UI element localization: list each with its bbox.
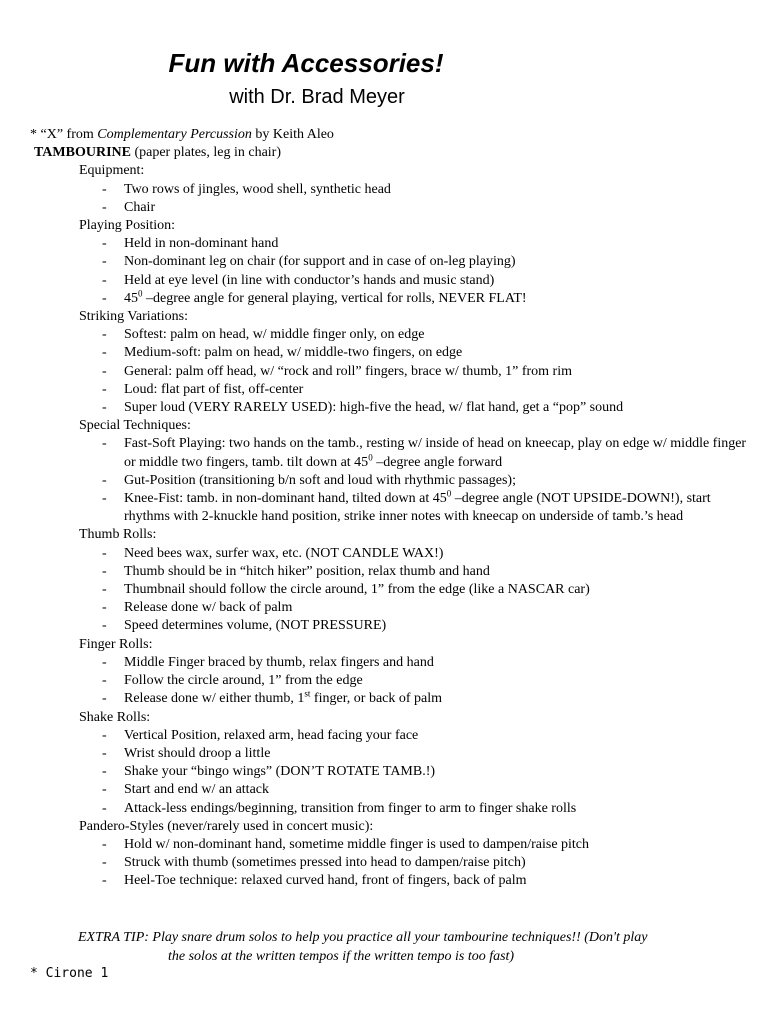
list-item — [30, 800, 760, 818]
list-item-text: Thumbnail should follow the circle around, 1” from the edge (like a NASCAR car) — [124, 582, 590, 598]
list-item — [30, 253, 760, 271]
section-note: (paper plates, leg in chair) — [130, 145, 282, 161]
shake-rolls-heading: Shake Rolls: — [79, 709, 151, 725]
extra-tip-line-1: EXTRA TIP: Play snare drum solos to help you practice all your tambourine techniques!! (Don't play — [78, 930, 648, 945]
bullet-dash: - — [102, 381, 107, 397]
angle-text: –degree angle for general playing, vertical for rolls, NEVER FLAT! — [142, 290, 527, 306]
bullet-dash: - — [102, 764, 107, 780]
source-prefix: * “X” from — [30, 127, 98, 142]
list-item — [30, 836, 760, 854]
knee-fist-angle-text: –degree angle (NOT UPSIDE-DOWN!), start rhythms with 2-knuckle hand position, strike inner notes with kneecap on underside of tamb.’s head — [124, 491, 711, 525]
equipment-heading: Equipment: — [79, 163, 145, 179]
list-item-text — [124, 288, 527, 306]
bullet-dash: - — [102, 199, 107, 215]
fast-soft-angle-text: –degree angle forward — [372, 454, 503, 470]
list-item — [30, 781, 760, 799]
fast-soft-text: Fast-Soft Playing: two hands on the tamb., resting w/ inside of head on kneecap, play on edge w/ middle finger or middle two fingers, tamb. tilt down at 45 — [124, 436, 747, 470]
degree-superscript: 0 — [138, 288, 143, 299]
list-item — [30, 872, 760, 890]
bullet-dash: - — [102, 345, 107, 361]
bullet-dash: - — [102, 254, 107, 270]
footer-note: * Cirone 1 — [30, 966, 109, 981]
document-body — [30, 126, 760, 891]
bullet-dash: - — [102, 272, 107, 288]
list-item-text: Thumb should be in “hitch hiker” position, relax thumb and hand — [124, 563, 490, 579]
list-item-text: Release done w/ back of palm — [124, 600, 293, 616]
list-item — [30, 617, 760, 635]
list-item-text: Two rows of jingles, wood shell, synthetic head — [124, 181, 391, 197]
list-item-text — [124, 688, 443, 707]
bullet-dash: - — [102, 181, 107, 197]
list-item-text: Softest: palm on head, w/ middle finger only, on edge — [124, 327, 425, 343]
degree-superscript: 0 — [446, 488, 452, 499]
list-item-text: Speed determines volume, (NOT PRESSURE) — [124, 618, 387, 634]
bullet-dash: - — [102, 836, 107, 852]
list-item — [30, 490, 760, 526]
list-item — [30, 199, 760, 217]
source-line — [30, 126, 760, 144]
list-item-text — [124, 490, 760, 526]
bullet-dash: - — [102, 673, 107, 689]
bullet-dash: - — [102, 491, 107, 507]
list-item-text: Start and end w/ an attack — [124, 782, 270, 798]
extra-tip-line-2: the solos at the written tempos if the written tempo is too fast) — [168, 948, 515, 964]
bullet-dash: - — [102, 472, 107, 488]
list-item — [30, 690, 760, 708]
list-item — [30, 472, 760, 490]
list-item-text: Held at eye level (in line with conductor’s hands and music stand) — [124, 272, 495, 288]
bullet-dash: - — [102, 654, 107, 670]
list-item — [30, 435, 760, 471]
list-item-text: Chair — [124, 199, 156, 215]
list-item-text: Heel-Toe technique: relaxed curved hand, front of fingers, back of palm — [124, 873, 527, 889]
finger-rolls-heading: Finger Rolls: — [79, 636, 153, 652]
ordinal-superscript: st — [304, 688, 311, 699]
list-item-text — [124, 435, 760, 471]
bullet-dash: - — [102, 782, 107, 798]
list-item-text: Struck with thumb (sometimes pressed into head to dampen/raise pitch) — [124, 855, 526, 871]
bullet-dash: - — [102, 600, 107, 616]
list-item-text: Super loud (VERY RARELY USED): high-five the head, w/ flat hand, get a “pop” sound — [124, 400, 624, 416]
list-item-text: Need bees wax, surfer wax, etc. (NOT CANDLE WAX!) — [124, 545, 444, 561]
list-item — [30, 654, 760, 672]
bullet-dash: - — [102, 582, 107, 598]
list-item — [30, 363, 760, 381]
degree-superscript: 0 — [368, 452, 373, 462]
section-title: TAMBOURINE — [34, 145, 131, 161]
striking-variations-heading: Striking Variations: — [79, 309, 189, 325]
list-item-text: Vertical Position, relaxed arm, head facing your face — [124, 727, 419, 743]
list-item — [30, 727, 760, 745]
knee-fist-text: Knee-Fist: tamb. in non-dominant hand, tilted down at 45 — [124, 491, 447, 507]
page-subtitle: with Dr. Brad Meyer — [229, 86, 405, 108]
list-item — [30, 326, 760, 344]
list-item-text: Held in non-dominant hand — [124, 236, 279, 252]
release-text: Release done w/ either thumb, 1 — [124, 691, 305, 707]
extra-tip — [78, 929, 708, 966]
bullet-dash: - — [102, 691, 107, 707]
list-item — [30, 344, 760, 362]
pandero-styles-heading: Pandero-Styles (never/rarely used in concert music): — [79, 818, 374, 834]
list-item — [30, 672, 760, 690]
list-item — [30, 272, 760, 290]
list-item-text: Non-dominant leg on chair (for support and in case of on-leg playing) — [124, 254, 516, 270]
list-item-text: Medium-soft: palm on head, w/ middle-two fingers, on edge — [124, 345, 463, 361]
page-title: Fun with Accessories! — [168, 48, 444, 78]
list-item — [30, 545, 760, 563]
list-item — [30, 745, 760, 763]
bullet-dash: - — [102, 436, 107, 452]
bullet-dash: - — [102, 618, 107, 634]
angle-number: 45 — [124, 290, 138, 306]
list-item-text: Shake your “bingo wings” (DON’T ROTATE TAMB.!) — [124, 764, 436, 780]
bullet-dash: - — [102, 855, 107, 871]
list-item — [30, 854, 760, 872]
list-item-text: Wrist should droop a little — [124, 745, 271, 761]
list-item-text: Attack-less endings/beginning, transition from finger to arm to finger shake rolls — [124, 800, 577, 816]
bullet-dash: - — [102, 363, 107, 379]
source-suffix: by Keith Aleo — [251, 127, 334, 142]
list-item — [30, 581, 760, 599]
list-item — [30, 563, 760, 581]
special-techniques-heading: Special Techniques: — [79, 418, 191, 434]
list-item — [30, 381, 760, 399]
bullet-dash: - — [102, 290, 107, 306]
playing-position-heading: Playing Position: — [79, 218, 176, 234]
list-item-text: Follow the circle around, 1” from the edge — [124, 673, 363, 689]
list-item-text: Loud: flat part of fist, off-center — [124, 381, 304, 397]
list-item — [30, 763, 760, 781]
bullet-dash: - — [102, 727, 107, 743]
source-book: Complementary Percussion — [97, 127, 252, 142]
bullet-dash: - — [102, 800, 107, 816]
list-item-text: Hold w/ non-dominant hand, sometime middle finger is used to dampen/raise pitch — [124, 836, 590, 852]
list-item-text: Gut-Position (transitioning b/n soft and loud with rhythmic passages); — [124, 472, 516, 488]
list-item — [30, 181, 760, 199]
list-item-text: Middle Finger braced by thumb, relax fingers and hand — [124, 654, 434, 670]
bullet-dash: - — [102, 327, 107, 343]
list-item — [30, 290, 760, 308]
list-item-text: General: palm off head, w/ “rock and roll” fingers, brace w/ thumb, 1” from rim — [124, 363, 572, 379]
bullet-dash: - — [102, 236, 107, 252]
bullet-dash: - — [102, 400, 107, 416]
list-item — [30, 235, 760, 253]
bullet-dash: - — [102, 545, 107, 561]
bullet-dash: - — [102, 745, 107, 761]
thumb-rolls-heading: Thumb Rolls: — [79, 527, 157, 543]
bullet-dash: - — [102, 873, 107, 889]
list-item — [30, 399, 760, 417]
bullet-dash: - — [102, 563, 107, 579]
release-text-end: finger, or back of palm — [310, 691, 443, 707]
list-item — [30, 599, 760, 617]
section-heading — [30, 144, 760, 162]
